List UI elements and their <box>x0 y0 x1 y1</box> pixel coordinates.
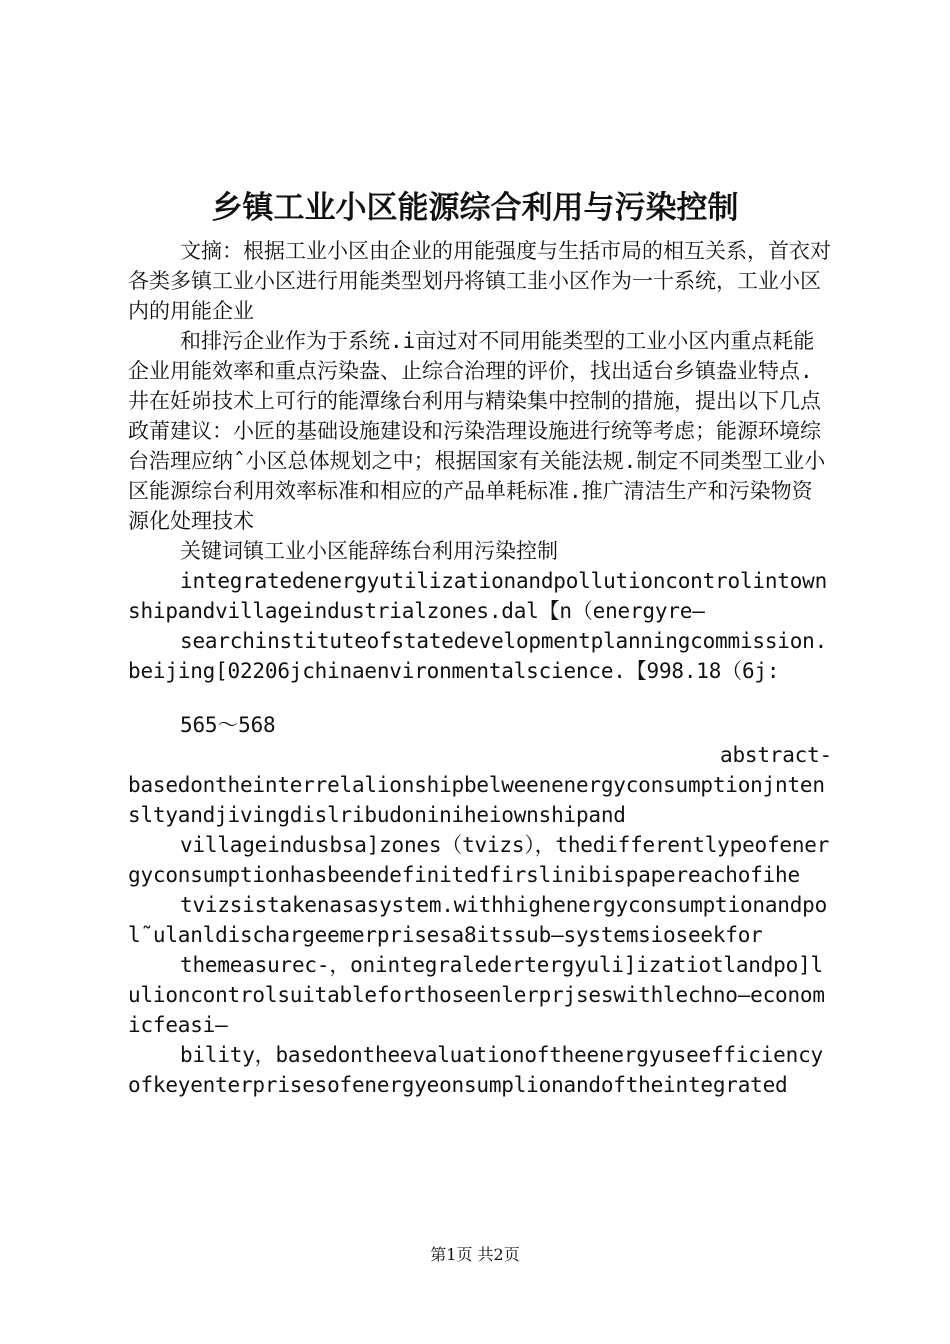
english-paragraph-3: tvizsistakenasasystem.withhighenergyconsumptionandpol˜ulanldischargeemerprisesa8itssub—systemsioseekfor <box>128 893 828 947</box>
document-body <box>128 236 832 1100</box>
english-paragraph-1: basedontheinterrelalionshipbelweenenergyconsumptionjntensltyandjivingdislribudoniniheiownshipand <box>128 773 825 827</box>
abstract-label: abstract- <box>720 743 832 767</box>
english-title-line-1: integratedenergyutilizationandpollutioncontrolintownshipandvillageindustrialzones.dal【n（energyre— <box>128 569 828 623</box>
abstract-paragraph-1: 文摘：根据工业小区由企业的用能强度与生括市局的相互关系，首衣对各类多镇工业小区进行用能类型划丹将镇工韭小区作为一十系统，工业小区内的用能企业 <box>128 239 831 323</box>
english-title-line-2: searchinstituteofstatedevelopmentplanningcommission.beijing[02206jchinaenvironmentalscience.【998.18（6j: <box>128 629 828 683</box>
english-paragraph-4: themeasurec-，onintegraledertergyuli]izatiotlandpo]lulioncontrolsuitableforthoseenlerprjseswithlechno—economicfeasi— <box>128 953 825 1037</box>
english-paragraph-2: villageindusbsa]zones（tvizs），thedifferentlypeofenergyconsumptionhasbeendefinitedfirslinibispapereachofihe <box>128 833 830 887</box>
page-range-line: 565～568 <box>180 713 276 737</box>
keywords-line: 关键词镇工业小区能辞练台利用污染控制 <box>180 539 558 563</box>
english-paragraph-5: bility，basedontheevaluationoftheenergyuseefficiencyofkeyenterprisesofenergyeonsumplionandoftheintegrated <box>128 1043 823 1097</box>
abstract-paragraph-2: 和排污企业作为于系统.i亩过对不同用能类型的工业小区内重点耗能企业用能效率和重点污染盎、止综合治理的评价，找出适台乡镇盎业特点.井在妊峁技术上可行的能潭缘台利用与精染集中控制的措施，提出以下几点政莆建议：小匠的基础设施建设和污染浩理设施进行统等考虑；能源环境综台浩理应纳ˆ小区总体规划之中；根据国家有关能法规.制定不同类型工业小区能源综台利用效率标准和相应的产品单耗标准.推广清洁生产和污染物资源化处理技术 <box>128 329 826 533</box>
page-footer: 第1页 共2页 <box>430 1245 520 1264</box>
document-title: 乡镇工业小区能源综合利用与污染控制 <box>211 190 739 226</box>
